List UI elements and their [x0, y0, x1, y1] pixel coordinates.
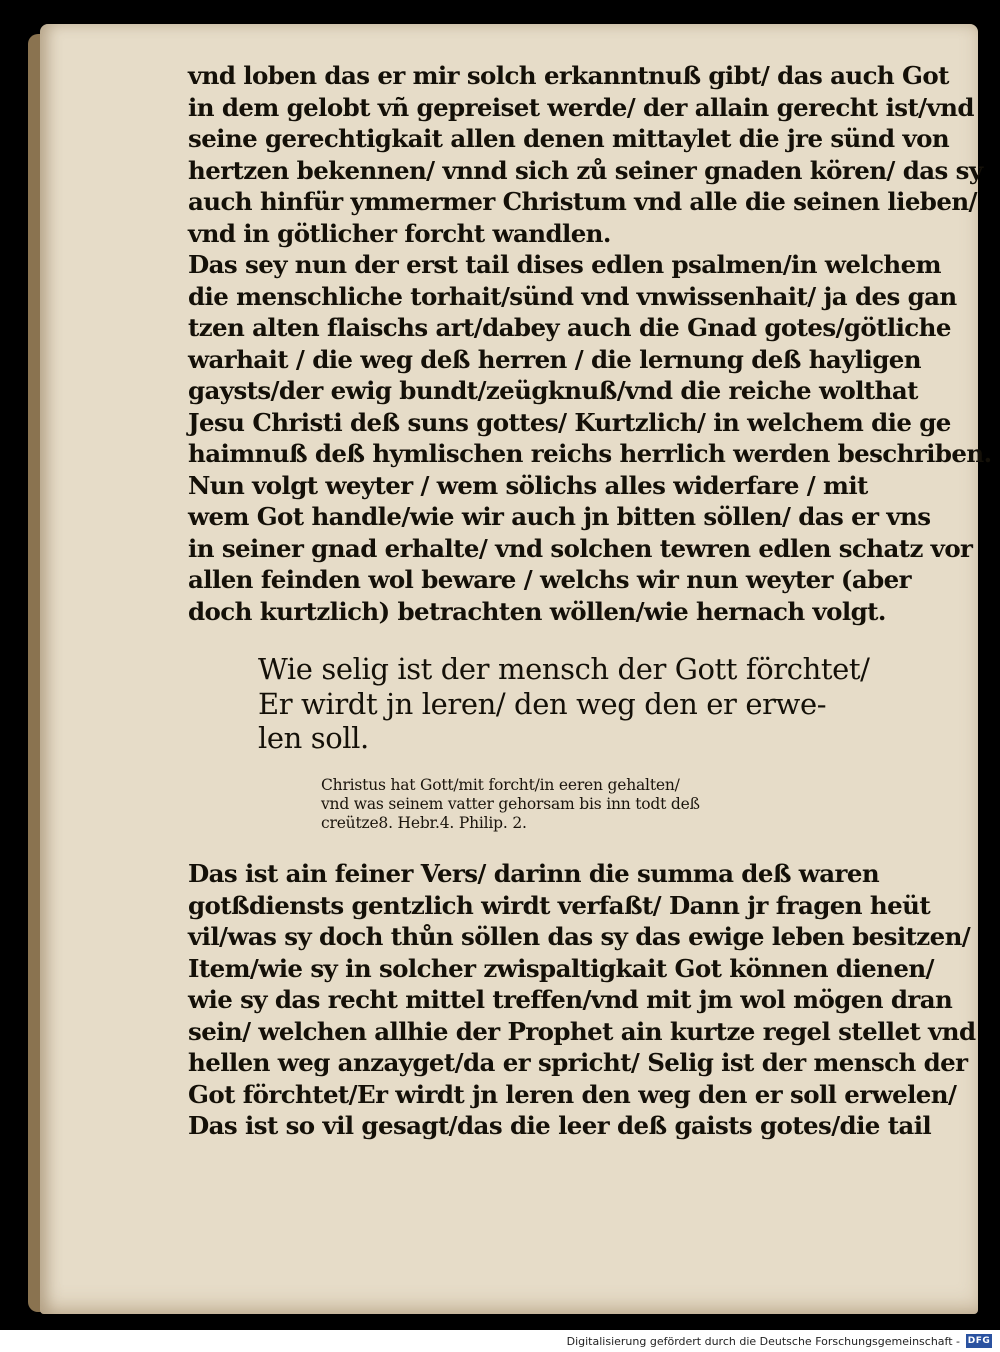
- body-line: doch kurtzlich) betrachten wöllen/wie hernach volgt.: [188, 596, 886, 626]
- body-line: hertzen bekennen/ vnnd sich zů seiner gnaden kören/ das sy: [188, 155, 983, 185]
- body-line: auch hinfür ymmermer Christum vnd alle die seinen lieben/: [188, 187, 977, 216]
- gloss-line: Christus hat Gott/mit forcht/in eeren gehalten/: [321, 776, 680, 794]
- body-line: gotßdiensts gentzlich wirdt verfaßt/ Dann jr fragen heüt: [188, 890, 931, 920]
- body-line: in seiner gnad erhalte/ vnd solchen tewren edlen schatz vor: [188, 533, 973, 563]
- marginal-gloss: [321, 776, 881, 833]
- body-line: gaysts/der ewig bundt/zeügknuß/vnd die reiche wolthat: [188, 376, 918, 405]
- body-line: Got förchtet/Er wirdt jn leren den weg den er soll erwelen/: [188, 1079, 957, 1109]
- body-line: Das ist so vil gesagt/das die leer deß gaists gotes/die tail: [188, 1111, 932, 1140]
- body-line: wie sy das recht mittel treffen/vnd mit jm wol mögen dran: [188, 985, 953, 1014]
- body-line: tzen alten flaischs art/dabey auch die Gnad gotes/götliche: [188, 313, 951, 342]
- funding-credit: Digitalisierung gefördert durch die Deutsche Forschungsgemeinschaft -: [566, 1334, 960, 1348]
- body-line: Jesu Christi deß suns gottes/ Kurtzlich/ in welchem die ge: [188, 407, 951, 437]
- body-line: Item/wie sy in solcher zwispaltigkait Got können dienen/: [188, 953, 934, 983]
- psalm-verse: [258, 652, 898, 756]
- body-line: warhait / die weg deß herren / die lernung deß hayligen: [188, 344, 921, 374]
- body-line: in dem gelobt vñ gepreiset werde/ der allain gerecht ist/vnd: [188, 92, 974, 122]
- body-line: haimnuß deß hymlischen reichs herrlich werden beschriben.: [188, 439, 992, 468]
- body-line: die menschliche torhait/sünd vnd vnwissenhait/ ja des gan: [188, 281, 957, 311]
- body-line: vil/was sy doch thůn söllen das sy das ewige leben besitzen/: [188, 922, 971, 951]
- verse-line: Er wirdt jn leren/ den weg den er erwe-: [258, 686, 827, 721]
- body-line: vnd in götlicher forcht wandlen.: [188, 218, 611, 248]
- body-line: seine gerechtigkait allen denen mittaylet die jre sünd von: [188, 124, 950, 153]
- body-line: sein/ welchen allhie der Prophet ain kurtze regel stellet vnd: [188, 1016, 976, 1046]
- gloss-line: creütze8. Hebr.4. Philip. 2.: [321, 814, 527, 832]
- body-line: Das sey nun der erst tail dises edlen psalmen/in welchem: [188, 250, 941, 279]
- body-line: allen feinden wol beware / welchs wir nun weyter (aber: [188, 565, 911, 594]
- body-line: Das ist ain feiner Vers/ darinn die summa deß waren: [188, 859, 880, 888]
- body-line: vnd loben das er mir solch erkanntnuß gibt/ das auch Got: [188, 61, 949, 90]
- body-text-upper: [188, 60, 992, 627]
- body-line: wem Got handle/wie wir auch jn bitten söllen/ das er vns: [188, 502, 931, 531]
- verse-line: Wie selig ist der mensch der Gott förchtet/: [258, 652, 870, 686]
- digitization-footer: [0, 1330, 1000, 1352]
- body-text-lower: [188, 858, 976, 1142]
- body-line: Nun volgt weyter / wem sölichs alles widerfare / mit: [188, 470, 868, 500]
- dfg-logo: DFG: [967, 1336, 991, 1346]
- verse-line: len soll.: [258, 721, 369, 755]
- gloss-line: vnd was seinem vatter gehorsam bis inn todt deß: [321, 795, 700, 813]
- body-line: hellen weg anzayget/da er spricht/ Selig ist der mensch der: [188, 1048, 968, 1077]
